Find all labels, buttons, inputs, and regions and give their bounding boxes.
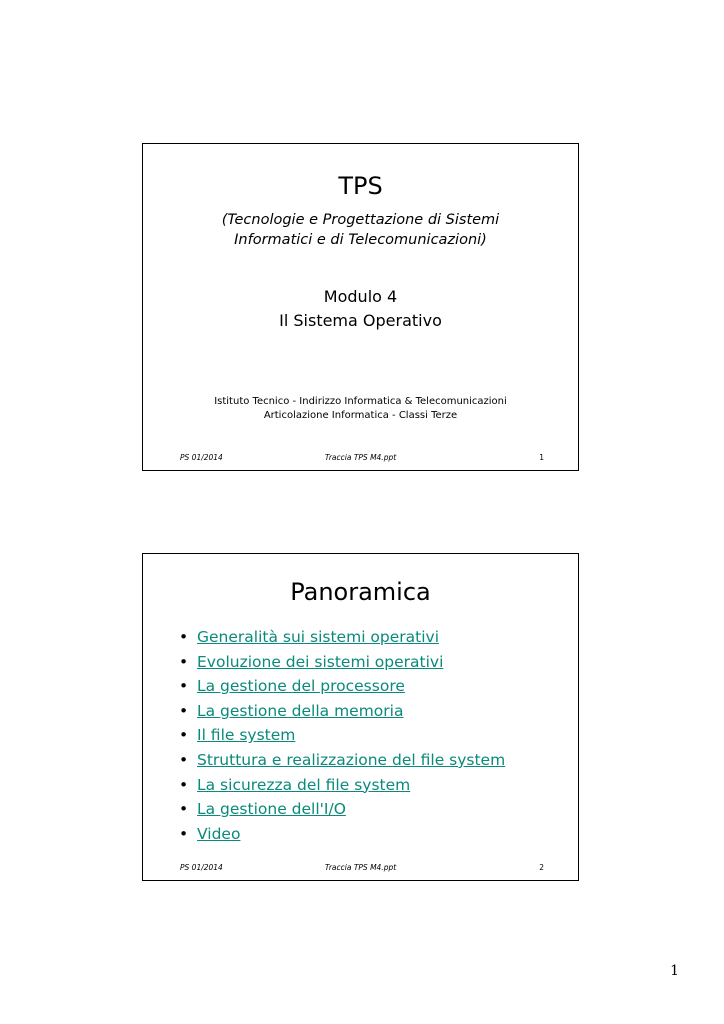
bullet-icon: • [179, 628, 189, 646]
list-item [179, 751, 505, 776]
module-number: Modulo 4 [323, 287, 398, 306]
topic-link[interactable]: Generalità sui sistemi operativi [197, 628, 440, 646]
list-item [179, 677, 505, 702]
topic-link[interactable]: La gestione del processore [197, 677, 405, 696]
bullet-icon: • [179, 652, 189, 671]
slide-2 [142, 553, 579, 881]
slide-title: TPS [338, 172, 383, 200]
footer-filename: Traccia TPS M4.ppt [324, 863, 397, 872]
list-item [179, 628, 505, 653]
footer-slide-number: 2 [539, 863, 544, 872]
list-item [179, 776, 505, 801]
bullet-icon: • [179, 800, 189, 819]
list-item [179, 726, 505, 751]
list-item [179, 653, 505, 678]
page-number: 1 [670, 963, 679, 979]
bullet-icon: • [179, 726, 189, 745]
module-block [143, 285, 578, 333]
slide-title: Panoramica [290, 578, 431, 606]
topic-list [179, 628, 505, 849]
institute-line-2: Articolazione Informatica - Classi Terze [263, 410, 458, 421]
bullet-icon: • [179, 824, 189, 843]
bullet-icon: • [179, 775, 189, 794]
bullet-icon: • [179, 677, 189, 696]
list-item [179, 825, 505, 850]
subtitle-line-2: Informatici e di Telecomunicazioni) [234, 232, 487, 248]
footer-slide-number: 1 [539, 453, 544, 462]
list-item [179, 800, 505, 825]
footer-filename: Traccia TPS M4.ppt [324, 453, 397, 462]
topic-link[interactable]: Il file system [197, 726, 296, 745]
topic-link[interactable]: La gestione dell'I/O [197, 800, 346, 819]
topic-link[interactable]: La gestione della memoria [197, 701, 404, 720]
list-item [179, 702, 505, 727]
module-topic: Il Sistema Operativo [279, 311, 442, 330]
slide-1 [142, 143, 579, 471]
bullet-icon: • [179, 701, 189, 720]
footer-date: PS 01/2014 [180, 863, 223, 872]
topic-link[interactable]: Evoluzione dei sistemi operativi [197, 652, 444, 671]
footer-date: PS 01/2014 [180, 453, 223, 462]
subtitle-line-1: (Tecnologie e Progettazione di Sistemi [221, 212, 500, 228]
topic-link[interactable]: Struttura e realizzazione del file system [197, 750, 506, 769]
institute-block [143, 395, 578, 423]
bullet-icon: • [179, 750, 189, 769]
institute-line-1: Istituto Tecnico - Indirizzo Informatica & Telecomunicazioni [214, 396, 507, 407]
topic-link[interactable]: Video [197, 824, 241, 843]
slide-subtitle [173, 210, 548, 250]
topic-link[interactable]: La sicurezza del file system [197, 775, 411, 794]
